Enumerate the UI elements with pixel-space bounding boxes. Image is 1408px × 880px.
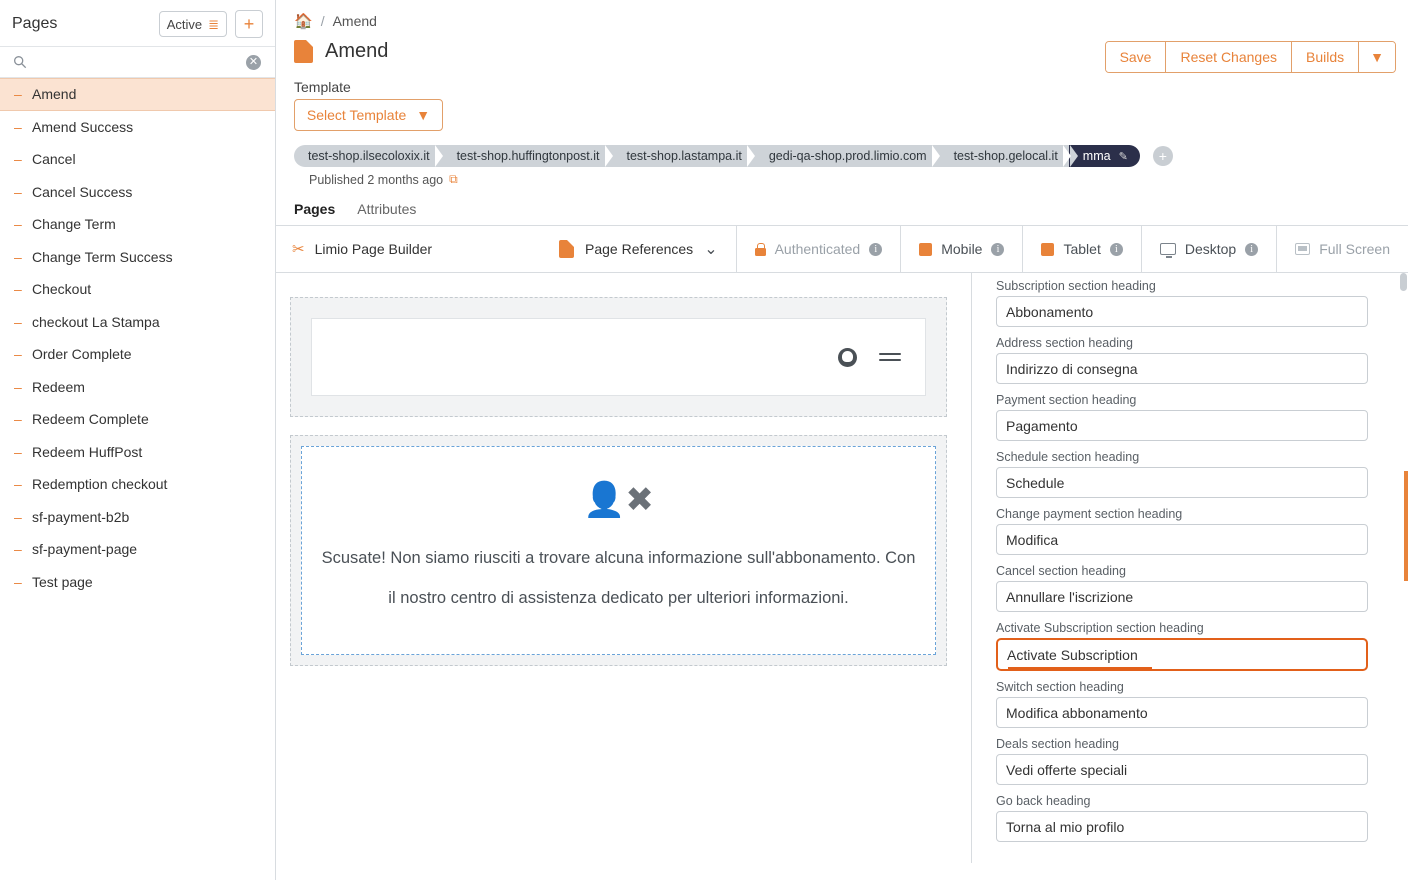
page-canvas[interactable] [276,273,972,863]
page-item-label: Change Term Success [32,248,173,265]
builds-button[interactable]: Builds [1292,42,1359,72]
save-button[interactable]: Save [1106,42,1167,72]
field-label: Change payment section heading [996,507,1183,521]
toggle-desktop[interactable] [1141,226,1276,272]
sidebar-item-redeem-huffpost[interactable] [0,436,275,469]
field-subscription-section-heading [996,279,1372,327]
toggle-tablet[interactable] [1022,226,1140,272]
page-item-label: Change Term [32,216,116,233]
field-label: Go back heading [996,794,1091,808]
sidebar-item-redemption-checkout[interactable] [0,468,275,501]
sidebar-item-test-page[interactable] [0,566,275,599]
environment-chips [276,131,1408,167]
page-item-label: Redeem Complete [32,411,149,428]
toggle-authenticated[interactable] [736,226,901,272]
info-icon[interactable]: i [1245,243,1258,256]
sidebar-item-redeem[interactable] [0,371,275,404]
sidebar-item-change-term[interactable] [0,208,275,241]
page-item-label: Checkout [32,281,92,298]
sidebar-search-row[interactable] [0,46,275,78]
chip-notch-inner [932,145,940,167]
field-input[interactable] [996,754,1368,785]
chip-notch [939,145,947,167]
pencil-icon[interactable]: ✎ [1118,150,1128,163]
breadcrumb-current: Amend [332,13,377,29]
properties-panel [972,273,1408,863]
field-go-back-heading [996,794,1372,842]
chip-notch-inner [435,145,443,167]
page-icon [559,240,574,258]
published-text: Published 2 months ago [309,172,444,187]
clear-search-icon[interactable]: ✕ [246,55,261,70]
field-label: Payment section heading [996,393,1137,407]
page-item-label: Order Complete [32,346,132,363]
dash-icon: – [14,476,22,493]
published-status [276,167,1408,187]
chip-notch-inner [747,145,755,167]
main-area [276,0,1408,880]
lock-icon [755,243,766,256]
dash-icon: – [14,443,22,460]
active-filter-button[interactable] [159,11,227,37]
field-label: Cancel section heading [996,564,1126,578]
canvas-block-navigation[interactable] [290,297,947,417]
page-item-label: Amend [32,86,77,103]
toggle-label: Desktop [1184,241,1237,257]
field-input[interactable] [996,467,1368,498]
page-item-label: sf-payment-page [32,541,138,558]
field-label: Switch section heading [996,680,1124,694]
content-tabs [276,187,1408,217]
field-label: Address section heading [996,336,1133,350]
field-input[interactable] [996,296,1368,327]
toggle-label: Tablet [1063,241,1101,257]
field-label: Schedule section heading [996,450,1140,464]
chip-notch-inner [605,145,613,167]
chevron-down-icon[interactable]: ▼ [1359,42,1395,72]
chip-notch [442,145,450,167]
env-chip-label: test-shop.gelocal.it [953,149,1058,163]
active-filter-label: Active [166,16,203,32]
header-action-buttons [1105,41,1396,73]
toggle-mobile[interactable] [900,226,1022,272]
dash-icon: – [14,573,22,590]
sidebar-item-amend-success[interactable] [0,111,275,144]
sidebar-item-checkout[interactable] [0,273,275,306]
message-preview [301,446,936,655]
page-item-label: checkout La Stampa [32,313,160,330]
field-label: Activate Subscription section heading [996,621,1204,635]
tab-pages[interactable]: Pages [294,201,336,217]
toggle-full-screen[interactable] [1276,226,1408,272]
page-item-label: Redemption checkout [32,476,168,493]
field-input[interactable] [996,581,1368,612]
navigation-preview [311,318,926,396]
sidebar-header [0,0,275,46]
chevron-down-icon: ▼ [416,107,431,123]
chip-notch [612,145,620,167]
dash-icon: – [14,411,22,428]
search-input[interactable] [0,47,275,77]
chip-notch [754,145,762,167]
hamburger-icon[interactable] [879,349,901,365]
env-chip[interactable] [938,145,1070,167]
toggle-label: Authenticated [774,241,861,257]
sidebar-item-cancel-success[interactable] [0,176,275,209]
message-line-1: Scusate! Non siamo riusciti a trovare alcuna informazione sull'abbonamento. Con [321,549,916,567]
field-deals-section-heading [996,737,1372,785]
field-activate-subscription-section-heading [996,621,1372,671]
sidebar-item-change-term-success[interactable] [0,241,275,274]
env-chip-label: mma [1082,149,1111,163]
builder-title: Limio Page Builder [314,241,433,257]
info-icon[interactable]: i [991,243,1004,256]
builder-toolbar [276,225,1408,273]
panel-scroll-indicator[interactable] [1404,471,1408,581]
account-icon[interactable] [838,348,857,367]
page-references-label: Page References [585,241,694,257]
page-item-label: Amend Success [32,118,134,135]
document-icon [294,40,313,63]
builder-workspace [276,273,1408,863]
dash-icon: – [14,118,22,135]
env-chip-label: test-shop.huffingtonpost.it [456,149,600,163]
env-chip[interactable] [611,145,754,167]
message-line-2: il nostro centro di assistenza dedicato per ulteriori informazioni. [388,588,849,607]
page-title: Amend [325,40,389,62]
env-chip[interactable] [294,145,442,167]
field-payment-section-heading [996,393,1372,441]
pages-list [0,78,275,880]
breadcrumb [276,0,1408,36]
chip-notch-inner [1063,145,1071,167]
panel-scrollbar[interactable] [1400,273,1407,291]
monitor-icon [1160,243,1176,255]
search-icon [13,55,27,69]
env-chip-active[interactable] [1069,145,1140,167]
field-input[interactable] [996,353,1368,384]
canvas-inner [276,273,971,666]
sidebar-item-order-complete[interactable] [0,338,275,371]
dash-icon: – [14,508,22,525]
tablet-icon [1041,243,1054,256]
info-icon[interactable]: i [1110,243,1123,256]
sidebar-item-amend[interactable] [0,78,275,111]
field-cancel-section-heading [996,564,1372,612]
chevron-down-icon: ⌄ [704,241,718,258]
external-link-icon[interactable]: ⧉ [449,172,458,186]
info-icon[interactable]: i [869,243,882,256]
page-item-label: sf-payment-b2b [32,508,130,525]
dash-icon: – [14,183,22,200]
user-remove-icon: 👤✖ [583,481,654,519]
env-chip[interactable] [753,145,939,167]
select-template-label: Select Template [306,107,407,123]
sidebar-item-cancel[interactable] [0,143,275,176]
field-input[interactable] [996,697,1368,728]
page-item-label: Redeem HuffPost [32,443,143,460]
canvas-block-message[interactable] [290,435,947,666]
sidebar-item-redeem-complete[interactable] [0,403,275,436]
dash-icon: – [14,151,22,168]
tools-icon: ✂ [292,241,305,258]
page-item-label: Test page [32,573,93,590]
sidebar-item-checkout-la-stampa[interactable] [0,306,275,339]
field-label: Deals section heading [996,737,1119,751]
dash-icon: – [14,86,22,103]
dash-icon: – [14,281,22,298]
sidebar-item-sf-payment-b2b[interactable] [0,501,275,534]
dash-icon: – [14,378,22,395]
env-chip-label: test-shop.lastampa.it [626,149,742,163]
fullscreen-icon [1295,243,1310,255]
mobile-icon [919,243,932,256]
add-page-button[interactable]: + [235,10,263,38]
field-schedule-section-heading [996,450,1372,498]
add-environment-button[interactable]: + [1153,146,1173,166]
env-chip-label: test-shop.ilsecoloxix.it [308,149,430,163]
toggle-label: Full Screen [1319,241,1390,257]
page-item-label: Cancel [32,151,76,168]
dash-icon: – [14,248,22,265]
page-references-button[interactable] [541,226,736,272]
text-underline-marker [1008,667,1152,669]
builder-title-group [276,226,541,272]
breadcrumb-separator: / [320,13,325,29]
field-input[interactable] [996,524,1368,555]
sidebar-item-sf-payment-page[interactable] [0,533,275,566]
dash-icon: – [14,541,22,558]
tab-attributes[interactable]: Attributes [357,201,417,217]
dash-icon: – [14,216,22,233]
template-label: Template [294,79,351,95]
env-chip-label: gedi-qa-shop.prod.limio.com [768,149,927,163]
field-input[interactable] [996,811,1368,842]
dash-icon: – [14,313,22,330]
sidebar-title: Pages [12,15,58,32]
home-icon[interactable]: 🏠 [294,13,313,30]
field-input[interactable] [996,410,1368,441]
field-change-payment-section-heading [996,507,1372,555]
pages-sidebar [0,0,276,880]
sort-icon: ≣ [208,16,219,32]
page-item-label: Cancel Success [32,183,133,200]
env-chip[interactable] [441,145,612,167]
dash-icon: – [14,346,22,363]
chip-notch [1070,145,1078,167]
page-item-label: Redeem [32,378,85,395]
toggle-label: Mobile [941,241,983,257]
field-label: Subscription section heading [996,279,1156,293]
field-address-section-heading [996,336,1372,384]
field-switch-section-heading [996,680,1372,728]
select-template-button[interactable] [294,99,443,131]
reset-changes-button[interactable]: Reset Changes [1166,42,1292,72]
